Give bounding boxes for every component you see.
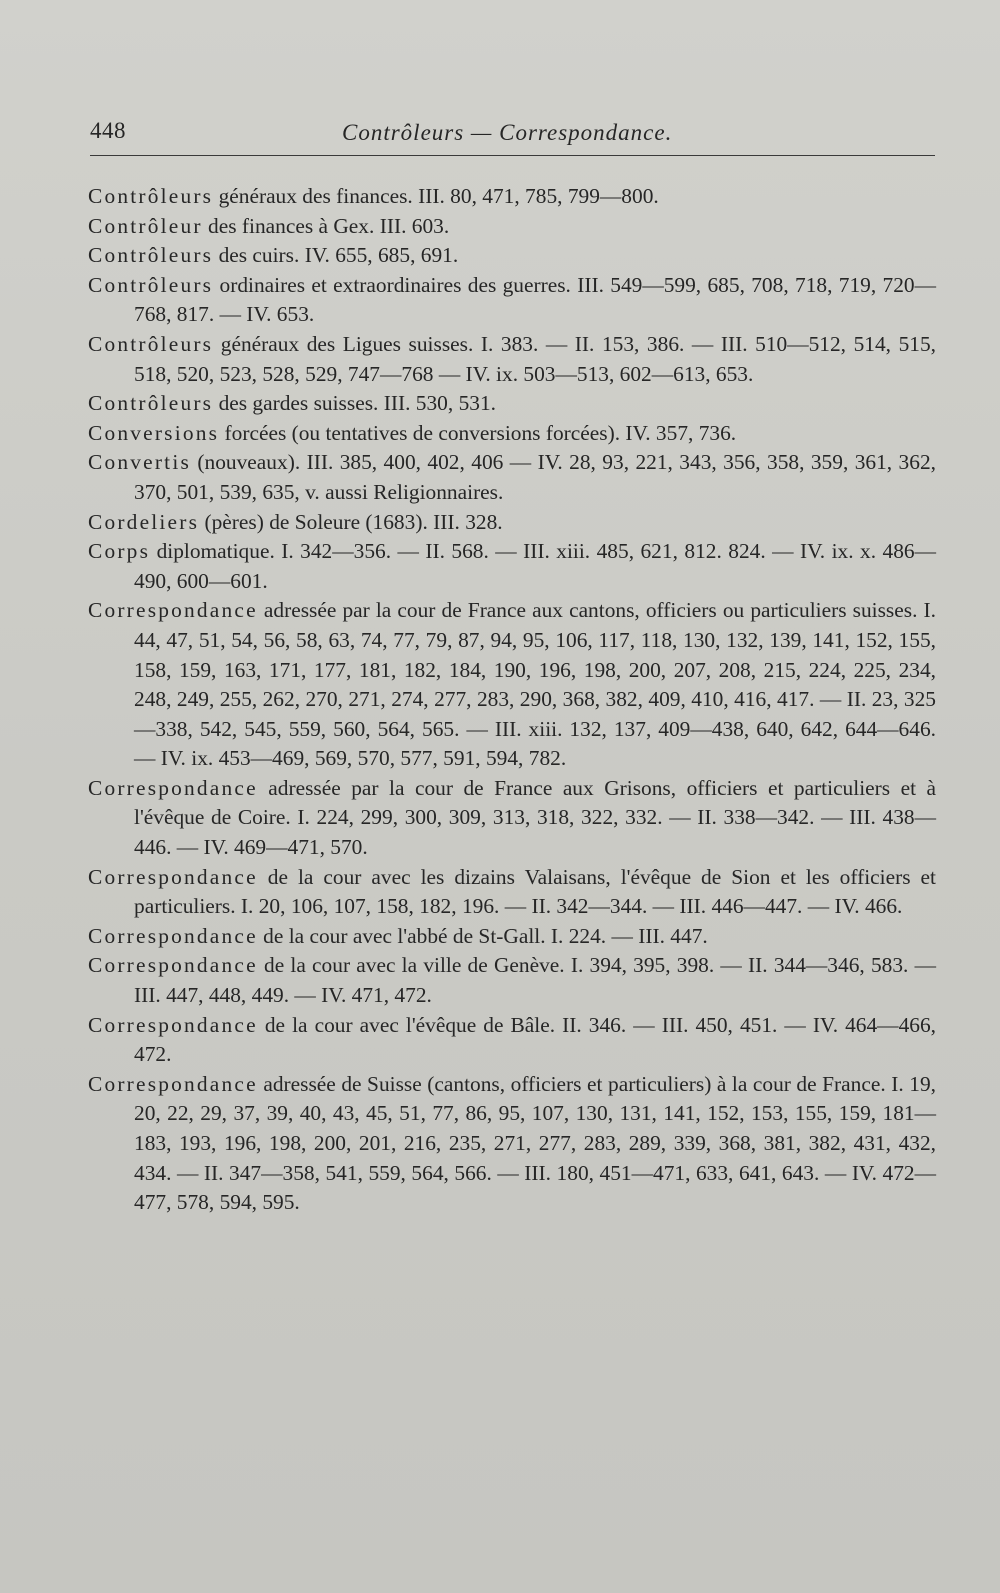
index-entry [88, 1070, 936, 1218]
index-entry [88, 448, 936, 507]
entry-text: des finances à Gex. III. 603. [208, 213, 450, 238]
index-entry [88, 774, 936, 863]
entry-text: généraux des finances. III. 80, 471, 785, 799—800. [218, 184, 659, 208]
index-entry [88, 537, 936, 596]
index-entry [88, 596, 936, 774]
header-rule [90, 155, 935, 156]
index-entry [88, 863, 936, 922]
index-entry [88, 1011, 936, 1070]
entry-text: adressée de Suisse (cantons, officiers et particuliers) à la cour de France. I. 19, 20, 22, 29, 37, 39, 40, 43, 45, 51, 77, 86, 95, 107, 130, 131, 141, 152, 153, 155, 159, 181—183, 193, 196, 198, 200, 201, 216, 235, 271, 277, 283, 289, 339, 368, 381, 382, 431, 432, 434. — II. 347—358, 541, 559, 564, 566. — III. 180, 451—471, 633, 641, 643. — IV. 472—477, 578, 594, 595. [134, 1071, 936, 1215]
entry-term: Contrôleur [88, 213, 203, 238]
entry-term: Correspondance [88, 953, 258, 978]
entry-text: (pères) de Soleure (1683). III. 328. [204, 509, 503, 534]
entry-text: diplomatique. I. 342—356. — II. 568. — III. xiii. 485, 621, 812. 824. — IV. ix. x. 486—490, 600—601. [134, 539, 936, 593]
entry-text: généraux des Ligues suisses. I. 383. — II. 153, 386. — III. 510—512, 514, 515, 518, 520, 523, 528, 529, 747—768 — IV. ix. 503—513, 602—613, 653. [134, 331, 937, 386]
entry-term: Cordeliers [88, 509, 200, 534]
entry-term: Correspondance [88, 598, 258, 623]
entry-text: forcées (ou tentatives de conversions forcées). IV. 357, 736. [224, 420, 737, 445]
entry-text: de la cour avec l'évêque de Bâle. II. 346. — III. 450, 451. — IV. 464—466, 472. [134, 1012, 936, 1067]
entry-text: des gardes suisses. III. 530, 531. [218, 391, 497, 416]
entry-text: (nouveaux). III. 385, 400, 402, 406 — IV. 28, 93, 221, 343, 356, 358, 359, 361, 362, 370, 501, 539, 635, v. aussi Religionnaires. [134, 450, 936, 504]
entry-text: des cuirs. IV. 655, 685, 691. [218, 243, 459, 268]
entry-term: Contrôleurs [88, 184, 214, 208]
entry-text: de la cour avec la ville de Genève. I. 394, 395, 398. — II. 344—346, 583. — III. 447, 448, 449. — IV. 471, 472. [134, 953, 936, 1008]
entry-text: ordinaires et extraordinaires des guerres. III. 549—599, 685, 708, 718, 719, 720—768, 817. — IV. 653. [134, 272, 936, 327]
entry-term: Contrôleurs [88, 391, 214, 416]
entry-text: de la cour avec l'abbé de St-Gall. I. 224. — III. 447. [263, 923, 708, 948]
index-entry [88, 951, 936, 1010]
index-entry [88, 271, 936, 330]
entry-term: Correspondance [88, 1071, 258, 1096]
entry-term: Contrôleurs [88, 243, 214, 268]
entry-term: Convertis [88, 450, 191, 475]
entry-text: de la cour avec les dizains Valaisans, l'évêque de Sion et les officiers et particuliers. I. 20, 106, 107, 158, 182, 196. — II. 342—344. — III. 446—447. — IV. 466. [134, 864, 936, 919]
entry-term: Corps [88, 539, 151, 564]
index-entry [88, 330, 936, 389]
entry-text: adressée par la cour de France aux Grisons, officiers et particuliers et à l'évêque de Coire. I. 224, 299, 300, 309, 313, 318, 322, 332. — II. 338—342. — III. 438—446. — IV. 469—471, 570. [134, 775, 936, 860]
index-entry [88, 241, 936, 271]
page-header [90, 118, 935, 154]
entry-term: Correspondance [88, 1012, 258, 1037]
entry-text: adressée par la cour de France aux cantons, officiers ou particuliers suisses. I. 44, 47, 51, 54, 56, 58, 63, 74, 77, 79, 87, 94, 95, 106, 117, 118, 130, 132, 139, 141, 152, 155, 158, 159, 163, 171, 177, 181, 182, 184, 190, 196, 198, 200, 207, 208, 215, 224, 225, 234, 248, 249, 255, 262, 270, 271, 274, 277, 283, 290, 368, 382, 409, 410, 416, 417. — II. 23, 325—338, 542, 545, 559, 560, 564, 565. — III. xiii. 132, 137, 409—438, 640, 642, 644—646. — IV. ix. 453—469, 569, 570, 577, 591, 594, 782. [134, 598, 936, 771]
entry-term: Contrôleurs [88, 272, 214, 297]
index-entry [88, 508, 936, 538]
entry-term: Correspondance [88, 923, 258, 948]
entry-term: Contrôleurs [88, 331, 214, 356]
entry-term: Correspondance [88, 775, 258, 800]
index-entry [88, 922, 936, 952]
index-entry [88, 419, 936, 449]
entry-term: Conversions [88, 420, 220, 445]
running-title: Contrôleurs — Correspondance. [342, 120, 673, 145]
page-number: 448 [90, 118, 126, 143]
index-entry [88, 389, 936, 419]
index-entry [88, 212, 936, 242]
index-entries [88, 182, 936, 1218]
entry-term: Correspondance [88, 864, 258, 889]
index-entry [88, 182, 936, 212]
